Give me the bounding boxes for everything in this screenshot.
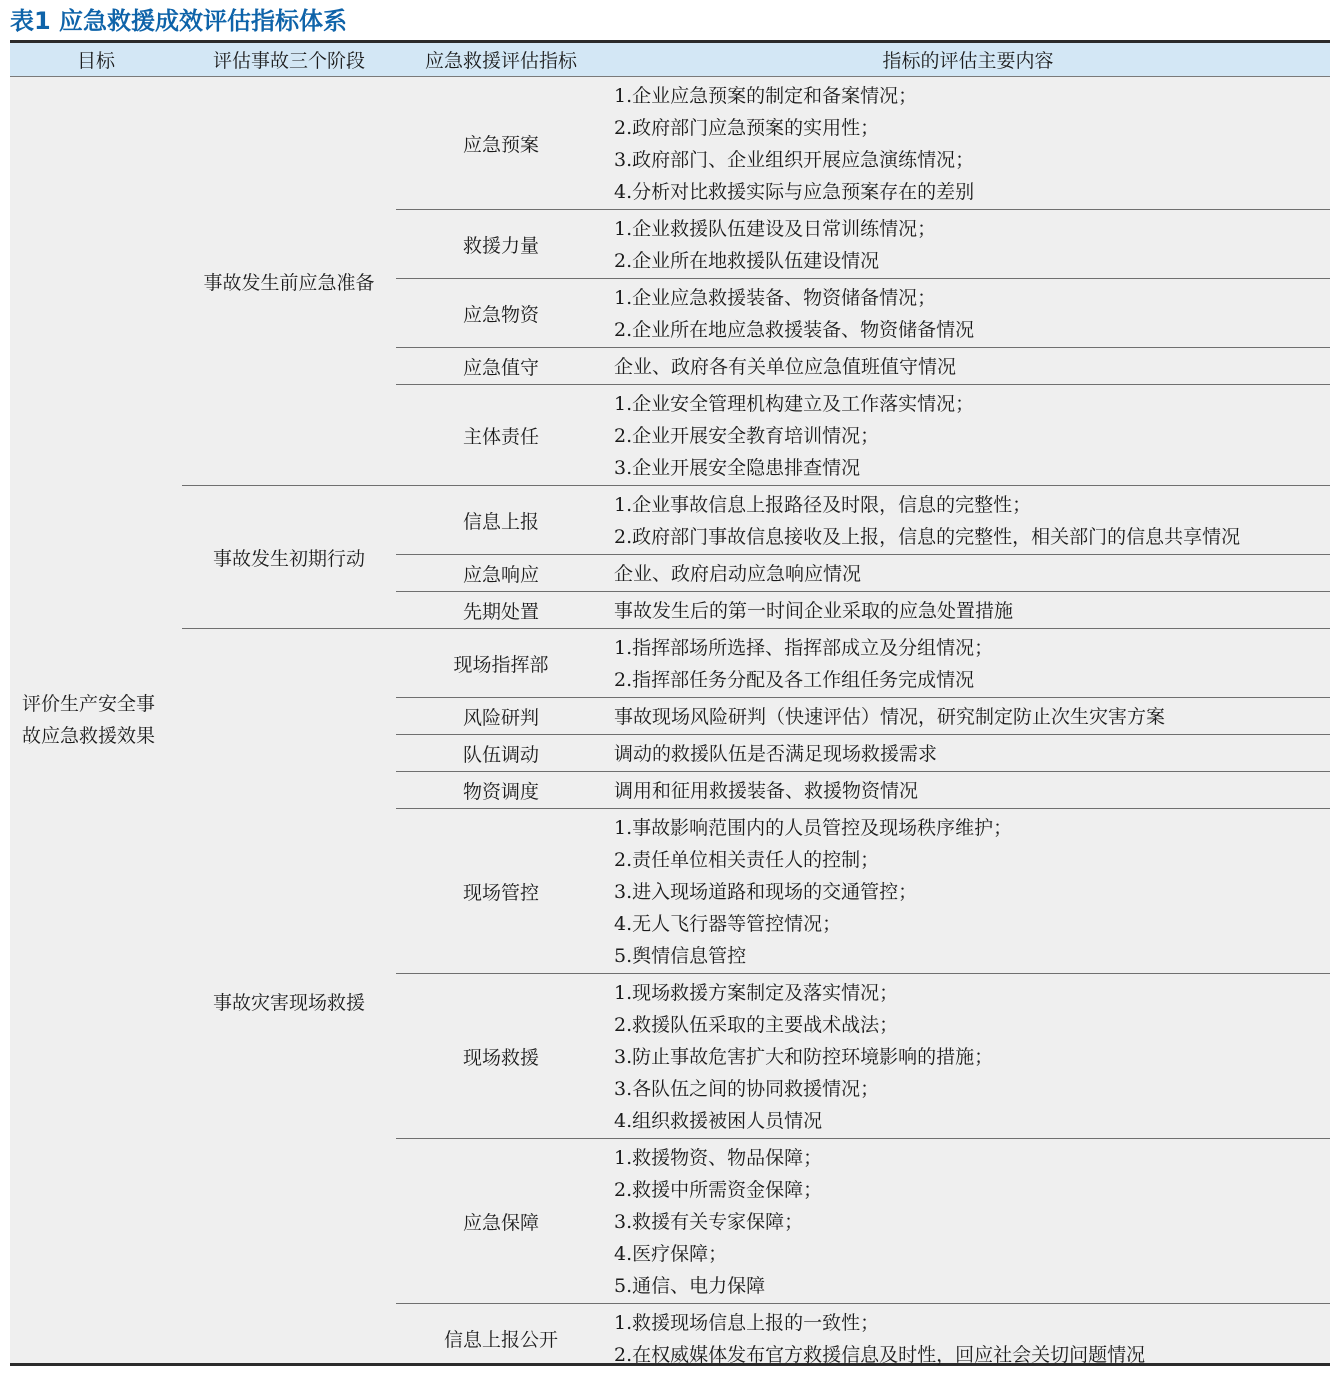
table-header-row [10, 43, 1330, 76]
content-line: 调动的救援队伍是否满足现场救援需求 [614, 742, 938, 765]
content-line: 企业、政府各有关单位应急值班值守情况 [614, 355, 957, 378]
content-line: 2.政府部门事故信息接收及上报，信息的完整性，相关部门的信息共享情况 [614, 525, 1241, 548]
content-line: 1.救援物资、物品保障； [614, 1146, 823, 1169]
content-line: 事故现场风险研判（快速评估）情况，研究制定防止次生灾害方案 [614, 705, 1166, 728]
header-indicator: 应急救援评估指标 [424, 50, 577, 72]
content-line: 2.在权威媒体发布官方救援信息及时性，回应社会关切问题情况 [614, 1343, 1146, 1366]
stage-name: 事故发生前应急准备 [203, 272, 375, 294]
content-line: 4.无人飞行器等管控情况； [614, 912, 842, 935]
content-line: 3.各队伍之间的协同救援情况； [614, 1077, 880, 1100]
indicator-table [10, 40, 1330, 1366]
content-line: 5.舆情信息管控 [614, 944, 747, 967]
indicator-name: 应急保障 [462, 1212, 539, 1234]
indicator-name: 现场指挥部 [453, 654, 549, 676]
indicator-name: 现场管控 [462, 882, 539, 904]
content-line: 3.救援有关专家保障； [614, 1210, 804, 1233]
indicator-name: 应急值守 [462, 357, 539, 379]
indicator-name: 现场救援 [462, 1047, 539, 1069]
content-line: 4.医疗保障； [614, 1242, 728, 1265]
content-line: 2.救援队伍采取的主要战术战法； [614, 1013, 899, 1036]
stage-name: 事故发生初期行动 [212, 548, 365, 570]
indicator-content [606, 629, 1330, 698]
content-line: 1.企业安全管理机构建立及工作落实情况； [614, 392, 975, 415]
content-line: 3.进入现场道路和现场的交通管控； [614, 880, 918, 903]
content-line: 2.救援中所需资金保障； [614, 1178, 823, 1201]
indicator-name: 风险研判 [462, 707, 539, 729]
content-line: 2.企业所在地救援队伍建设情况 [614, 249, 880, 272]
content-line: 1.企业应急救援装备、物资储备情况； [614, 286, 937, 309]
content-line: 1.现场救援方案制定及落实情况； [614, 981, 899, 1004]
stage-name: 事故灾害现场救援 [212, 991, 365, 1014]
header-content: 指标的评估主要内容 [882, 50, 1054, 72]
content-line: 4.分析对比救援实际与应急预案存在的差别 [614, 180, 975, 203]
indicator-content [606, 1139, 1330, 1304]
content-line: 4.组织救援被困人员情况 [614, 1109, 823, 1132]
indicator-name: 应急预案 [462, 134, 539, 156]
indicator-content [606, 77, 1330, 210]
indicator-name: 信息上报公开 [443, 1329, 558, 1351]
table-body [10, 76, 1330, 1366]
content-line: 3.防止事故危害扩大和防控环境影响的措施； [614, 1045, 994, 1068]
indicator-name: 物资调度 [462, 781, 539, 803]
content-line: 事故发生后的第一时间企业采取的应急处置措施 [614, 599, 1014, 622]
content-line: 5.通信、电力保障 [614, 1274, 766, 1297]
indicator-content [606, 279, 1330, 348]
content-line: 企业、政府启动应急响应情况 [614, 562, 862, 585]
content-line: 3.政府部门、企业组织开展应急演练情况； [614, 148, 975, 171]
indicator-content [606, 735, 1330, 772]
goal-cell [10, 77, 182, 1363]
content-line: 2.政府部门应急预案的实用性； [614, 116, 880, 139]
indicator-content [606, 809, 1330, 974]
content-line: 1.事故影响范围内的人员管控及现场秩序维护； [614, 816, 1013, 839]
indicator-name: 先期处置 [462, 601, 539, 623]
indicator-content [606, 772, 1330, 809]
indicator-content [606, 698, 1330, 735]
indicator-content [606, 385, 1330, 486]
content-line: 2.指挥部任务分配及各工作组任务完成情况 [614, 668, 975, 691]
content-line: 2.企业开展安全教育培训情况； [614, 424, 880, 447]
content-line: 1.救援现场信息上报的一致性； [614, 1311, 880, 1334]
indicator-content [606, 555, 1330, 592]
table-title: 表1 应急救援成效评估指标体系 [10, 7, 348, 35]
indicator-name: 信息上报 [462, 511, 539, 533]
indicator-content [606, 1304, 1330, 1373]
indicator-content [606, 592, 1330, 629]
indicator-name: 救援力量 [462, 235, 539, 257]
header-stage: 评估事故三个阶段 [212, 50, 365, 72]
indicator-name: 应急响应 [462, 564, 539, 586]
goal-text: 评价生产安全事故应急救援效果 [22, 693, 156, 747]
content-line: 3.企业开展安全隐患排查情况 [614, 456, 861, 479]
indicator-content [606, 974, 1330, 1139]
indicator-content [606, 210, 1330, 279]
content-line: 1.企业应急预案的制定和备案情况； [614, 84, 918, 107]
indicator-name: 主体责任 [462, 426, 539, 448]
content-line: 调用和征用救援装备、救援物资情况 [614, 779, 919, 802]
indicator-name: 应急物资 [462, 304, 539, 326]
content-line: 1.指挥部场所选择、指挥部成立及分组情况； [614, 636, 994, 659]
indicator-content [606, 486, 1330, 555]
content-line: 1.企业救援队伍建设及日常训练情况； [614, 217, 937, 240]
content-line: 2.责任单位相关责任人的控制； [614, 848, 880, 871]
indicator-name: 队伍调动 [462, 744, 539, 766]
header-goal: 目标 [76, 50, 115, 72]
content-line: 1.企业事故信息上报路径及时限，信息的完整性； [614, 493, 1032, 516]
content-line: 2.企业所在地应急救援装备、物资储备情况 [614, 318, 975, 341]
indicator-content [606, 348, 1330, 385]
